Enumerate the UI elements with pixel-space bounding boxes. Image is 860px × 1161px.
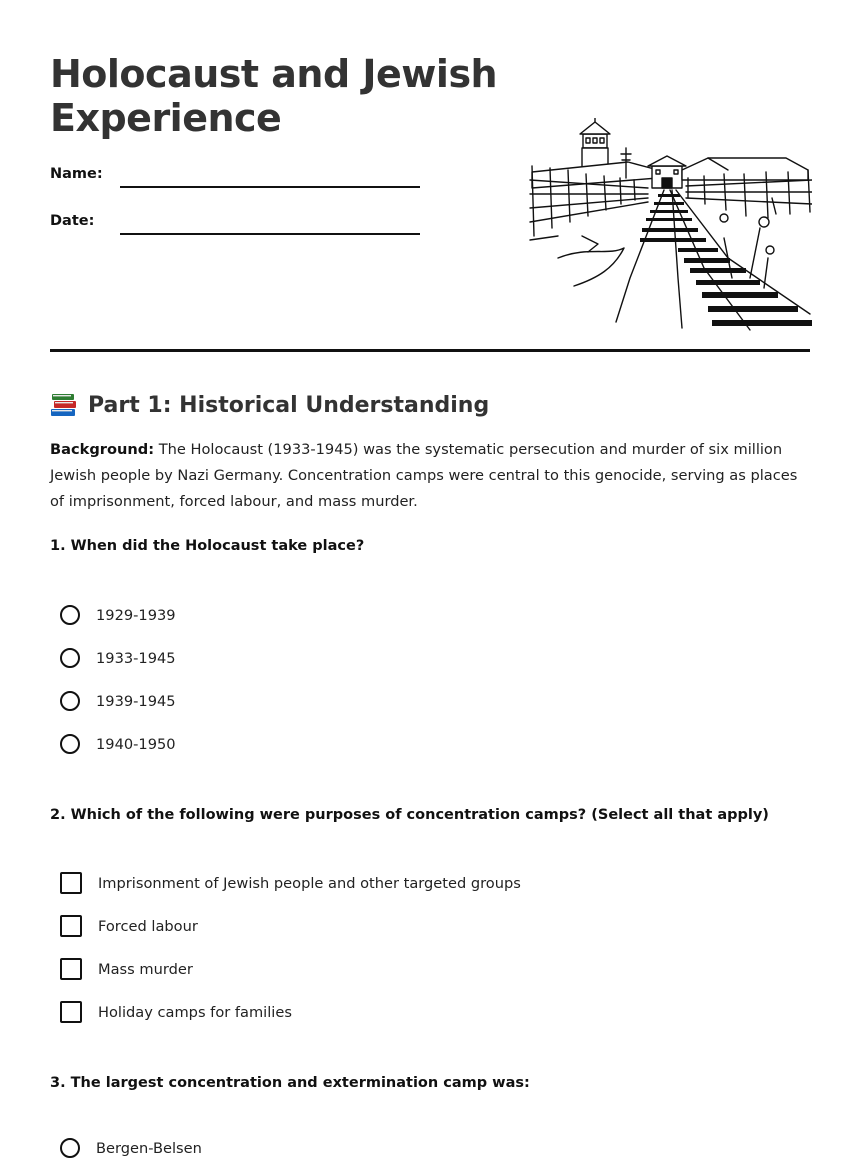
radio-button[interactable] [60,691,80,711]
checkbox[interactable] [60,872,82,894]
q1-option-3[interactable] [60,688,176,714]
background-label: Background: [50,441,155,458]
q1-option-1[interactable] [60,602,176,628]
question-1: 1. When did the Holocaust take place? [50,538,365,554]
radio-button[interactable] [60,734,80,754]
checkbox[interactable] [60,915,82,937]
radio-button[interactable] [60,605,80,625]
q2-option-3[interactable] [60,956,193,982]
name-field[interactable] [120,186,420,188]
option-label: Mass murder [98,960,193,978]
railway-to-camp-illustration [528,118,812,332]
section-heading-text: Part 1: Historical Understanding [88,392,490,418]
option-label: 1940-1950 [96,735,176,753]
option-label: 1939-1945 [96,692,176,710]
option-label: Forced labour [98,917,198,935]
date-field[interactable] [120,233,420,235]
page-title [50,52,520,140]
q2-option-4[interactable] [60,999,292,1025]
title-line-2: Experience [50,96,282,140]
option-label: 1933-1945 [96,649,176,667]
section-heading [50,388,489,422]
title-line-1: Holocaust and Jewish [50,52,498,96]
option-label: Holiday camps for families [98,1003,292,1021]
option-label: Imprisonment of Jewish people and other targeted groups [98,874,521,892]
radio-button[interactable] [60,1138,80,1158]
background-paragraph [50,437,810,515]
question-2: 2. Which of the following were purposes of concentration camps? (Select all that apply) [50,807,769,823]
question-3: 3. The largest concentration and extermination camp was: [50,1075,530,1091]
background-text: The Holocaust (1933-1945) was the systematic persecution and murder of six million Jewish people by Nazi Germany. Concentration camps were central to this genocide, serving as places of imprisonment, forced labour, and mass murder. [50,441,798,510]
q1-option-2[interactable] [60,645,176,671]
books-icon [50,391,78,419]
q3-option-1[interactable] [60,1135,202,1161]
q2-option-2[interactable] [60,913,198,939]
checkbox[interactable] [60,958,82,980]
header-divider [50,349,810,352]
option-label: Bergen-Belsen [96,1139,202,1157]
date-label: Date: [50,213,95,229]
q1-option-4[interactable] [60,731,176,757]
radio-button[interactable] [60,648,80,668]
q2-option-1[interactable] [60,870,521,896]
name-label: Name: [50,166,103,182]
checkbox[interactable] [60,1001,82,1023]
option-label: 1929-1939 [96,606,176,624]
